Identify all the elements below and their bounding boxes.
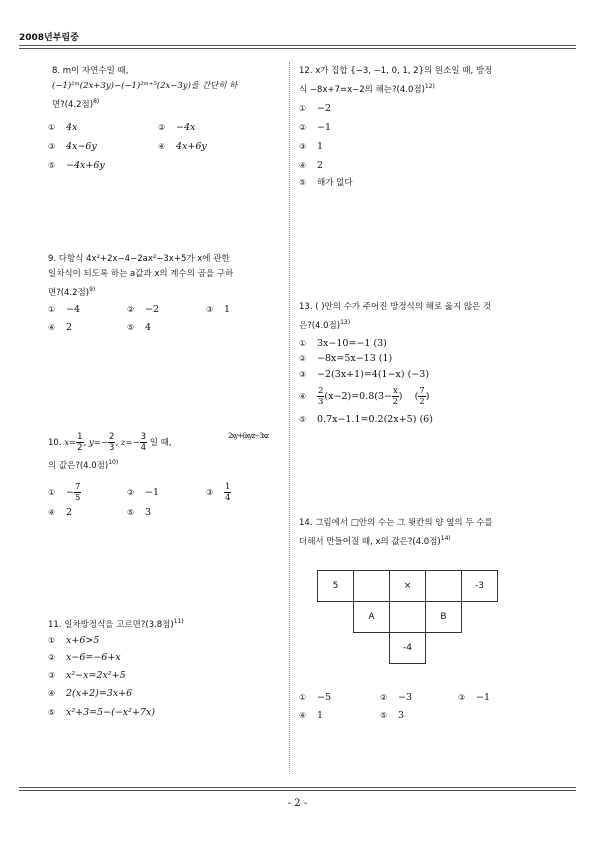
q10-option-2[interactable]: ② −1 — [127, 487, 160, 498]
q10-opt1-fraction: $\frac{7}{5}$ — [74, 482, 81, 503]
question-8 — [52, 64, 282, 113]
q12-option-2[interactable]: ② −1 — [299, 122, 332, 133]
q8-line2: (−1)²ᵐ(2x+3y)−(−1)²ᵐ⁺⁵(2x−3y)을 간단히 하 — [52, 81, 238, 91]
pyramid-cell — [425, 570, 462, 602]
question-13 — [299, 300, 535, 334]
pyramid-cell-b: B — [425, 601, 462, 633]
pyramid-cell: 5 — [317, 570, 354, 602]
q11-ref: 11) — [173, 618, 184, 625]
q11-option-1[interactable]: ① x+6>5 — [48, 635, 100, 646]
q10-option-3[interactable]: ③ $\frac{1}{4}$ — [206, 482, 231, 503]
footer-rule-2 — [19, 790, 576, 791]
q9-line3: 면?(4.2점) — [48, 287, 90, 298]
q10-option-4[interactable]: ④ 2 — [48, 507, 73, 518]
q8-option-2[interactable]: ② −4x — [158, 122, 196, 133]
q12-option-3[interactable]: ③ 1 — [299, 141, 324, 152]
pyramid-cell-bottom: -4 — [389, 632, 426, 664]
q10-opt3-fraction: $\frac{1}{4}$ — [225, 482, 231, 503]
q10-z-fraction: $\frac{3}{4}$ — [140, 432, 147, 453]
column-divider — [289, 62, 290, 774]
q9-line2: 일차식이 되도록 하는 a값과 x의 계수의 곱을 구하 — [48, 269, 234, 279]
q11-option-5[interactable]: ⑤ x²+3=5−(−x²+7x) — [48, 707, 156, 718]
question-11 — [48, 614, 284, 633]
q10-x-fraction: $\frac{1}{2}$ — [77, 432, 83, 453]
pyramid-cell — [389, 601, 426, 633]
q14-option-5[interactable]: ⑤ 3 — [380, 710, 405, 721]
q10-expression: 2xy+6xyz−3xz — [228, 432, 269, 440]
q14-ref: 14) — [440, 535, 451, 542]
page-header-title: 2008년부림중 — [19, 33, 79, 43]
pyramid-cell: × — [389, 570, 426, 602]
q9-option-4[interactable]: ④ 2 — [48, 322, 73, 333]
pyramid-cell-a: A — [353, 601, 390, 633]
q9-option-3[interactable]: ③ 1 — [206, 304, 231, 315]
q13-ref: 13) — [340, 319, 351, 326]
page-number: - 2 - — [287, 798, 308, 809]
q12-ref: 12) — [424, 83, 435, 90]
q13-option-4[interactable]: ④ $\frac{2}{3}$ (x−2)=0.8(3− $\frac{x}{2}$ ) ( $\frac{7}{2}$ ) — [299, 386, 430, 407]
q8-line1: 8. m이 자연수일 때, — [52, 66, 129, 76]
q8-option-3[interactable]: ③ 4x−6y — [48, 141, 97, 152]
q14-line2: 더해서 만들어질 때, x의 값은?(4.0점) — [299, 536, 441, 547]
q14-option-2[interactable]: ② −3 — [380, 692, 413, 703]
q10-y-fraction: $\frac{2}{3}$ — [109, 432, 115, 453]
footer-rule — [19, 787, 576, 788]
q11-option-4[interactable]: ④ 2(x+2)=3x+6 — [48, 688, 133, 699]
q13-line1: 13. ( )안의 수가 주어진 방정식의 해로 옳지 않은 것 — [299, 302, 492, 312]
q14-option-3[interactable]: ③ −1 — [458, 692, 491, 703]
question-10: 10. x= $\frac{1}{2}$ , y=− $\frac{2}{3}$ , z=− $\frac{3}{4}$ 일 때, 의 값은?(4.0점)$^{10)}$ — [48, 432, 172, 471]
q14-option-1[interactable]: ① −5 — [299, 692, 332, 703]
q12-line2: 식 −8x+7=x−2의 해는?(4.0점) — [299, 84, 425, 95]
q14-option-4[interactable]: ④ 1 — [299, 710, 324, 721]
header-rule-2 — [19, 48, 576, 49]
q8-ref: 8) — [93, 98, 100, 105]
header-rule — [19, 45, 576, 46]
q12-option-4[interactable]: ④ 2 — [299, 160, 324, 171]
question-14 — [299, 516, 535, 550]
question-12 — [299, 64, 535, 98]
q11-line1: 11. 일차방정식을 고르면?(3.8점) — [48, 619, 174, 630]
q8-line3: 면?(4.2점) — [52, 99, 94, 110]
q14-line1: 14. 그림에서 □안의 수는 그 윗칸의 양 옆의 두 수를 — [299, 518, 493, 528]
q11-option-2[interactable]: ② x−6=−6+x — [48, 652, 121, 663]
q9-line1: 9. 다항식 4x²+2x−4−2ax²−3x+5가 x에 관한 — [48, 254, 230, 264]
q12-option-5[interactable]: ⑤ 해가 없다 — [299, 178, 353, 188]
q13-option-3[interactable]: ③ −2(3x+1)=4(1−x) (−3) — [299, 369, 430, 380]
q10-option-1[interactable]: ① − $\frac{7}{5}$ — [48, 482, 81, 503]
q8-option-4[interactable]: ④ 4x+6y — [158, 141, 207, 152]
q13-option-2[interactable]: ② −8x=5x−13 (1) — [299, 353, 393, 364]
q9-option-5[interactable]: ⑤ 4 — [127, 322, 152, 333]
pyramid-cell: -3 — [461, 570, 498, 602]
q12-line1: 12. x가 집합 {−3, −1, 0, 1, 2}의 원소일 때, 방정 — [299, 66, 493, 76]
q10-option-5[interactable]: ⑤ 3 — [127, 507, 152, 518]
q8-option-5[interactable]: ⑤ −4x+6y — [48, 160, 105, 171]
q10-ref: 10) — [108, 459, 119, 466]
q13-line2: 은?(4.0점) — [299, 320, 341, 331]
question-9 — [48, 252, 284, 301]
q13-option-5[interactable]: ⑤ 0.7x−1.1=0.2(2x+5) (6) — [299, 414, 433, 425]
q9-option-2[interactable]: ② −2 — [127, 304, 160, 315]
pyramid-cell — [353, 570, 390, 602]
q9-option-1[interactable]: ① −4 — [48, 304, 81, 315]
q12-option-1[interactable]: ① −2 — [299, 103, 332, 114]
q11-option-3[interactable]: ③ x²−x=2x²+5 — [48, 670, 126, 681]
q9-ref: 9) — [89, 286, 96, 293]
q10-line2: 의 값은?(4.0점) — [48, 460, 109, 471]
q13-option-1[interactable]: ① 3x−10=−1 (3) — [299, 338, 387, 349]
q8-option-1[interactable]: ① 4x — [48, 122, 78, 133]
